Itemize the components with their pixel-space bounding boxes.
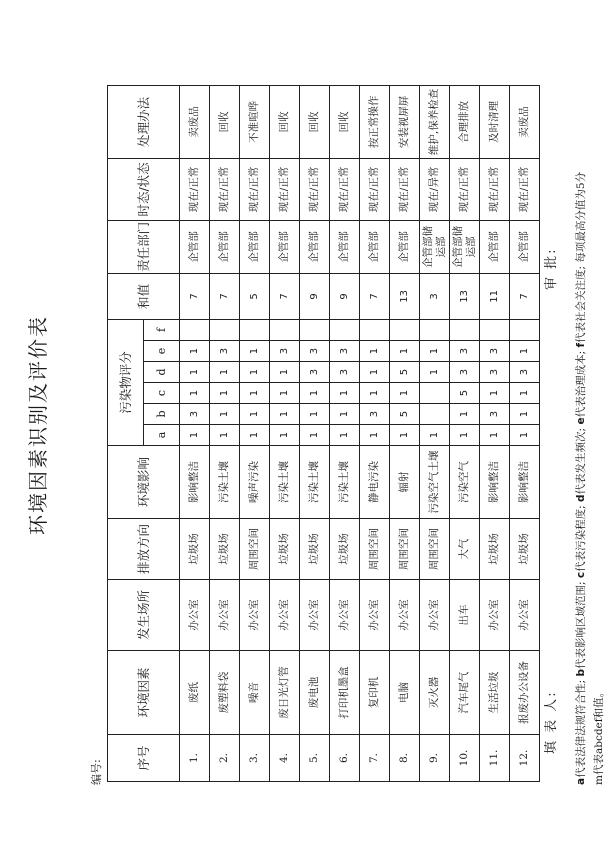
cell-sum: 3 <box>420 273 450 319</box>
legend-text: 代表社会关注度; 每项最高分值为5分 <box>575 171 587 343</box>
cell-impact: 影响整洁 <box>480 446 510 519</box>
cell-a: 1 <box>270 425 300 446</box>
cell-e: 1 <box>420 341 450 362</box>
cell-c: 1 <box>240 383 270 404</box>
cell-discharge: 垃圾场 <box>510 519 540 580</box>
cell-factor: 废日光灯管 <box>270 651 300 735</box>
legend-letter: b <box>575 668 587 677</box>
cell-discharge: 垃圾场 <box>480 519 510 580</box>
cell-c: 1 <box>210 383 240 404</box>
cell-method: 及时清理 <box>480 85 510 158</box>
cell-e: 1 <box>390 341 420 362</box>
table-header-row <box>108 85 144 781</box>
cell-method: 回收 <box>300 85 330 158</box>
header-letter: e <box>144 341 180 362</box>
cell-discharge: 垃圾场 <box>270 519 300 580</box>
approver-label: 审 批: <box>544 247 559 290</box>
cell-state: 现在/正常 <box>390 158 420 220</box>
cell-place: 办公室 <box>480 580 510 651</box>
legend-text: 代表影响区域范围; <box>575 581 587 669</box>
cell-c <box>420 383 450 404</box>
cell-factor: 报废办公设备 <box>510 651 540 735</box>
cell-sum: 7 <box>180 273 210 319</box>
table-row <box>240 85 270 781</box>
evaluation-table <box>107 85 540 782</box>
cell-factor: 废电池 <box>300 651 330 735</box>
legend-letter: f <box>575 342 587 348</box>
cell-factor: 灭火器 <box>420 651 450 735</box>
cell-b: 1 <box>270 404 300 425</box>
cell-seq: 10. <box>450 735 480 782</box>
cell-c: 1 <box>510 383 540 404</box>
cell-seq: 3. <box>240 735 270 782</box>
cell-dept: 企管部 <box>180 220 210 273</box>
cell-b: 1 <box>450 404 480 425</box>
cell-state: 现在/正常 <box>360 158 390 220</box>
table-row <box>330 85 360 781</box>
cell-dept: 企管部 <box>390 220 420 273</box>
cell-a: 1 <box>420 425 450 446</box>
header-method: 处理办法 <box>108 85 180 158</box>
legend-text: 代表污染程度; <box>575 505 587 572</box>
cell-seq: 7. <box>360 735 390 782</box>
cell-d: 3 <box>300 362 330 383</box>
cell-a: 1 <box>480 425 510 446</box>
cell-d: 3 <box>330 362 360 383</box>
cell-dept: 企管部储运部 <box>420 220 450 273</box>
cell-d: 1 <box>210 362 240 383</box>
cell-d: 1 <box>270 362 300 383</box>
header-letter: f <box>144 319 180 340</box>
cell-b: 1 <box>330 404 360 425</box>
cell-sum: 11 <box>480 273 510 319</box>
table-row <box>510 85 540 781</box>
cell-place: 办公室 <box>180 580 210 651</box>
cell-seq: 8. <box>390 735 420 782</box>
cell-f <box>420 319 450 340</box>
cell-a: 1 <box>510 425 540 446</box>
cell-state: 现在/正常 <box>270 158 300 220</box>
cell-f <box>450 319 480 340</box>
cell-factor: 复印机 <box>360 651 390 735</box>
cell-f <box>210 319 240 340</box>
header-score-group: 污染物评分 <box>108 319 144 445</box>
header-letter: a <box>144 425 180 446</box>
cell-place: 办公室 <box>390 580 420 651</box>
cell-sum: 7 <box>360 273 390 319</box>
cell-d: 3 <box>510 362 540 383</box>
cell-d: 5 <box>390 362 420 383</box>
header-letter: b <box>144 404 180 425</box>
cell-discharge: 周围空间 <box>420 519 450 580</box>
cell-discharge: 垃圾场 <box>180 519 210 580</box>
cell-sum: 7 <box>210 273 240 319</box>
cell-sum: 7 <box>510 273 540 319</box>
cell-b: 1 <box>210 404 240 425</box>
cell-impact: 污染土壤 <box>210 446 240 519</box>
cell-state: 现在/正常 <box>480 158 510 220</box>
cell-factor: 噪音 <box>240 651 270 735</box>
table-row <box>450 85 480 781</box>
document-title: 环境因素识别及评价表 <box>26 315 50 535</box>
cell-b <box>420 404 450 425</box>
cell-dept: 企管部储运部 <box>450 220 480 273</box>
cell-factor: 废塑料袋 <box>210 651 240 735</box>
cell-dept: 企管部 <box>480 220 510 273</box>
cell-state: 现在/正常 <box>450 158 480 220</box>
cell-b: 1 <box>240 404 270 425</box>
cell-seq: 11. <box>480 735 510 782</box>
cell-d: 1 <box>420 362 450 383</box>
cell-method: 回收 <box>210 85 240 158</box>
cell-e: 1 <box>180 341 210 362</box>
cell-impact: 静电污染 <box>360 446 390 519</box>
table-row <box>180 85 210 781</box>
cell-d: 1 <box>360 362 390 383</box>
cell-factor: 废纸 <box>180 651 210 735</box>
cell-c: 1 <box>480 383 510 404</box>
legend-text: 代表法律法规符合性; <box>575 679 587 778</box>
legend-text: 代表治理成本; <box>575 350 587 418</box>
cell-f <box>480 319 510 340</box>
cell-a: 1 <box>210 425 240 446</box>
cell-impact: 辐射 <box>390 446 420 519</box>
cell-f <box>510 319 540 340</box>
cell-place: 办公室 <box>420 580 450 651</box>
legend-letter: d <box>575 494 587 502</box>
legend-note-line1 <box>573 172 588 785</box>
cell-dept: 企管部 <box>270 220 300 273</box>
cell-method: 合理排放 <box>450 85 480 158</box>
cell-seq: 2. <box>210 735 240 782</box>
cell-c: 1 <box>390 383 420 404</box>
cell-impact: 影响整洁 <box>510 446 540 519</box>
cell-method: 卖废品 <box>180 85 210 158</box>
cell-dept: 企管部 <box>300 220 330 273</box>
table-row <box>420 85 450 781</box>
cell-place: 出车 <box>450 580 480 651</box>
cell-place: 办公室 <box>240 580 270 651</box>
cell-f <box>180 319 210 340</box>
cell-a: 1 <box>240 425 270 446</box>
header-factor: 环境因素 <box>108 651 180 735</box>
cell-b: 1 <box>300 404 330 425</box>
cell-impact: 噪声污染 <box>240 446 270 519</box>
legend-letter: c <box>575 571 587 579</box>
cell-discharge: 周围空间 <box>240 519 270 580</box>
cell-impact: 污染空气 <box>450 446 480 519</box>
header-sum: 和值 <box>108 273 180 319</box>
cell-impact: 污染土壤 <box>270 446 300 519</box>
cell-e: 3 <box>210 341 240 362</box>
cell-discharge: 大气 <box>450 519 480 580</box>
cell-state: 现在/正常 <box>510 158 540 220</box>
cell-a: 1 <box>300 425 330 446</box>
cell-e: 3 <box>270 341 300 362</box>
cell-method: 卖废品 <box>510 85 540 158</box>
cell-b: 3 <box>480 404 510 425</box>
cell-method: 回收 <box>270 85 300 158</box>
cell-b: 3 <box>360 404 390 425</box>
cell-sum: 13 <box>450 273 480 319</box>
filler-label: 填 表 人: <box>544 690 559 754</box>
cell-f <box>240 319 270 340</box>
cell-dept: 企管部 <box>210 220 240 273</box>
cell-factor: 生活垃圾 <box>480 651 510 735</box>
cell-discharge: 周围空间 <box>360 519 390 580</box>
cell-state: 现在/正常 <box>300 158 330 220</box>
legend-letter: e <box>575 417 587 425</box>
cell-seq: 9. <box>420 735 450 782</box>
cell-e: 3 <box>480 341 510 362</box>
cell-seq: 4. <box>270 735 300 782</box>
cell-dept: 企管部 <box>330 220 360 273</box>
cell-f <box>270 319 300 340</box>
cell-discharge: 垃圾场 <box>300 519 330 580</box>
cell-f <box>360 319 390 340</box>
cell-f <box>390 319 420 340</box>
cell-c: 1 <box>300 383 330 404</box>
header-seq: 序号 <box>108 735 180 782</box>
cell-sum: 7 <box>270 273 300 319</box>
cell-impact: 污染土壤 <box>330 446 360 519</box>
cell-discharge: 垃圾场 <box>210 519 240 580</box>
table-row <box>300 85 330 781</box>
cell-d: 3 <box>480 362 510 383</box>
header-discharge: 排放方向 <box>108 519 180 580</box>
cell-factor: 打印机墨盒 <box>330 651 360 735</box>
cell-f <box>300 319 330 340</box>
header-impact: 环境影响 <box>108 446 180 519</box>
cell-e: 3 <box>300 341 330 362</box>
header-state: 时态/状态 <box>108 158 180 220</box>
cell-dept: 企管部 <box>240 220 270 273</box>
header-dept: 责任部门 <box>108 220 180 273</box>
cell-discharge: 周围空间 <box>390 519 420 580</box>
cell-seq: 5. <box>300 735 330 782</box>
cell-state: 现在/异常 <box>420 158 450 220</box>
cell-state: 现在/正常 <box>240 158 270 220</box>
serial-number-label: 编号: <box>90 759 103 785</box>
header-place: 发生场所 <box>108 580 180 651</box>
cell-a: 1 <box>390 425 420 446</box>
cell-a: 1 <box>330 425 360 446</box>
cell-e: 1 <box>510 341 540 362</box>
legend-letter: a <box>575 777 587 785</box>
table-row <box>210 85 240 781</box>
cell-place: 办公室 <box>510 580 540 651</box>
cell-d: 1 <box>240 362 270 383</box>
cell-seq: 12. <box>510 735 540 782</box>
cell-factor: 汽车尾气 <box>450 651 480 735</box>
legend-note-line2: m代表abcdef和值。 <box>593 686 605 785</box>
cell-b: 3 <box>180 404 210 425</box>
cell-f <box>330 319 360 340</box>
cell-method: 回收 <box>330 85 360 158</box>
cell-method: 安装视屏屏 <box>390 85 420 158</box>
table-row <box>390 85 420 781</box>
cell-a: 1 <box>180 425 210 446</box>
cell-e: 1 <box>240 341 270 362</box>
cell-method: 不准喧哗 <box>240 85 270 158</box>
cell-e: 3 <box>450 341 480 362</box>
cell-state: 现在/正常 <box>210 158 240 220</box>
header-letter: d <box>144 362 180 383</box>
cell-b: 1 <box>510 404 540 425</box>
cell-dept: 企管部 <box>510 220 540 273</box>
table-row <box>360 85 390 781</box>
cell-c: 1 <box>360 383 390 404</box>
cell-seq: 6. <box>330 735 360 782</box>
cell-sum: 5 <box>240 273 270 319</box>
cell-state: 现在/正常 <box>180 158 210 220</box>
cell-state: 现在/正常 <box>330 158 360 220</box>
cell-c: 1 <box>330 383 360 404</box>
cell-sum: 9 <box>330 273 360 319</box>
cell-sum: 9 <box>300 273 330 319</box>
cell-method: 按正常操作 <box>360 85 390 158</box>
cell-discharge: 垃圾场 <box>330 519 360 580</box>
cell-e: 3 <box>330 341 360 362</box>
cell-impact: 污染土壤 <box>300 446 330 519</box>
cell-seq: 1. <box>180 735 210 782</box>
cell-d: 1 <box>180 362 210 383</box>
cell-impact: 影响整洁 <box>180 446 210 519</box>
legend-text: 代表发生频次; <box>575 427 587 495</box>
table-row <box>270 85 300 781</box>
cell-c: 1 <box>270 383 300 404</box>
cell-place: 办公室 <box>330 580 360 651</box>
cell-a: 1 <box>450 425 480 446</box>
header-letter: c <box>144 383 180 404</box>
cell-factor: 电脑 <box>390 651 420 735</box>
cell-e: 1 <box>360 341 390 362</box>
table-row <box>480 85 510 781</box>
cell-sum: 13 <box>390 273 420 319</box>
cell-d: 3 <box>450 362 480 383</box>
cell-impact: 污染空气土壤 <box>420 446 450 519</box>
cell-place: 办公室 <box>210 580 240 651</box>
cell-a: 1 <box>360 425 390 446</box>
cell-place: 办公室 <box>360 580 390 651</box>
cell-b: 5 <box>390 404 420 425</box>
cell-method: 维护,保养检查 <box>420 85 450 158</box>
cell-place: 办公室 <box>300 580 330 651</box>
cell-c: 1 <box>180 383 210 404</box>
cell-dept: 企管部 <box>360 220 390 273</box>
cell-c: 5 <box>450 383 480 404</box>
cell-place: 办公室 <box>270 580 300 651</box>
